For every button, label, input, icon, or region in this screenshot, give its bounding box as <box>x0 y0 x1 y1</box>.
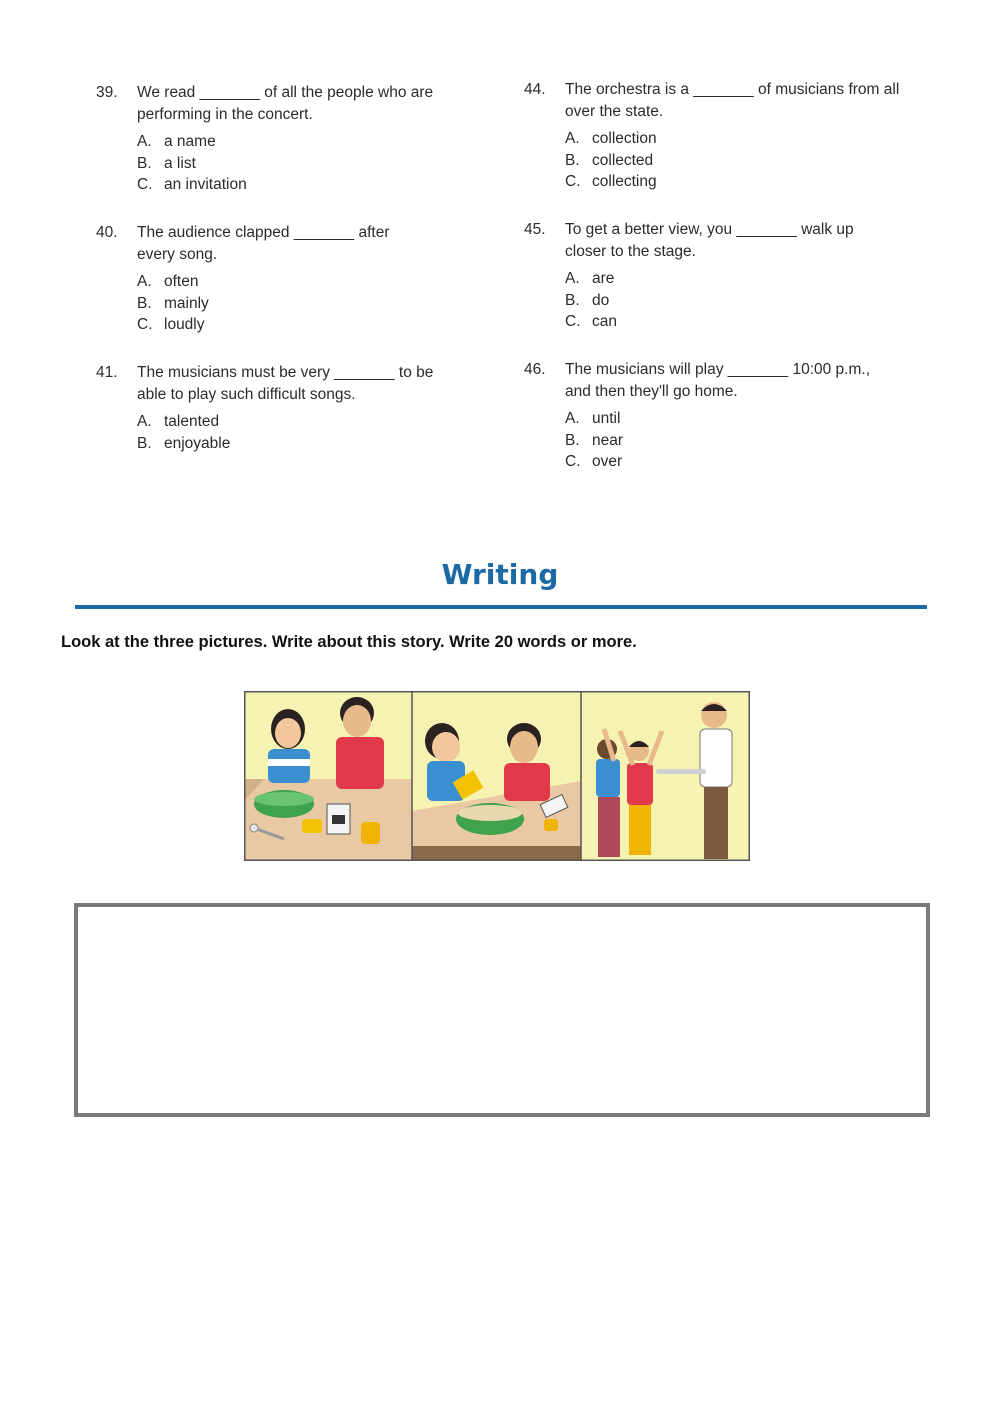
question-stem: We read _______ of all the people who are performing in the concert. <box>137 84 434 123</box>
question-stem: To get a better view, you _______ walk up closer to the stage. <box>565 221 854 260</box>
question-number: 41. <box>96 364 118 381</box>
panel-1-image <box>244 691 412 861</box>
option-c[interactable]: C. an invitation <box>137 176 247 193</box>
question-number: 44. <box>524 81 546 98</box>
question-stem: The audience clapped _______ after every song. <box>137 224 390 263</box>
option-a[interactable]: A. often <box>137 273 199 290</box>
option-a[interactable]: A. until <box>565 410 621 427</box>
options-list <box>137 411 466 454</box>
option-b[interactable]: B. collected <box>565 151 654 169</box>
option-b[interactable]: B. do <box>565 291 610 309</box>
option-b[interactable]: B. a list <box>137 154 196 172</box>
option-c[interactable]: C. loudly <box>137 316 205 333</box>
picture-story-strip <box>244 691 750 861</box>
question-stem: The musicians must be very _______ to be able to play such difficult songs. <box>137 364 434 403</box>
option-c[interactable]: C. can <box>565 313 617 330</box>
writing-instruction: Look at the three pictures. Write about this story. Write 20 words or more. <box>61 633 637 651</box>
option-a[interactable]: A. collection <box>565 130 657 147</box>
question-number: 45. <box>524 221 546 238</box>
question-stem: The orchestra is a _______ of musicians from all over the state. <box>565 81 900 120</box>
options-list <box>565 128 904 193</box>
question-46 <box>524 359 899 473</box>
question-stem: The musicians will play _______ 10:00 p.m., and then they'll go home. <box>565 361 870 400</box>
question-45 <box>524 219 884 333</box>
option-b[interactable]: B. enjoyable <box>137 434 231 452</box>
question-40 <box>96 222 426 336</box>
question-number: 46. <box>524 361 546 378</box>
option-c[interactable]: C. collecting <box>565 173 657 190</box>
panel-3-image <box>581 691 750 861</box>
question-number: 40. <box>96 224 118 241</box>
options-list <box>565 268 884 333</box>
option-b[interactable]: B. near <box>565 431 624 449</box>
question-41 <box>96 362 466 454</box>
section-title: Writing <box>441 558 559 591</box>
option-a[interactable]: A. are <box>565 270 615 287</box>
options-list <box>137 131 466 196</box>
section-divider <box>75 605 927 609</box>
option-b[interactable]: B. mainly <box>137 294 209 312</box>
option-a[interactable]: A. a name <box>137 133 216 150</box>
question-44 <box>524 79 904 193</box>
panel-2-image <box>412 691 581 861</box>
option-a[interactable]: A. talented <box>137 413 220 430</box>
question-number: 39. <box>96 84 118 101</box>
option-c[interactable]: C. over <box>565 453 623 470</box>
answer-box[interactable] <box>74 903 930 1117</box>
options-list <box>137 271 426 336</box>
question-39 <box>96 82 466 196</box>
options-list <box>565 408 899 473</box>
